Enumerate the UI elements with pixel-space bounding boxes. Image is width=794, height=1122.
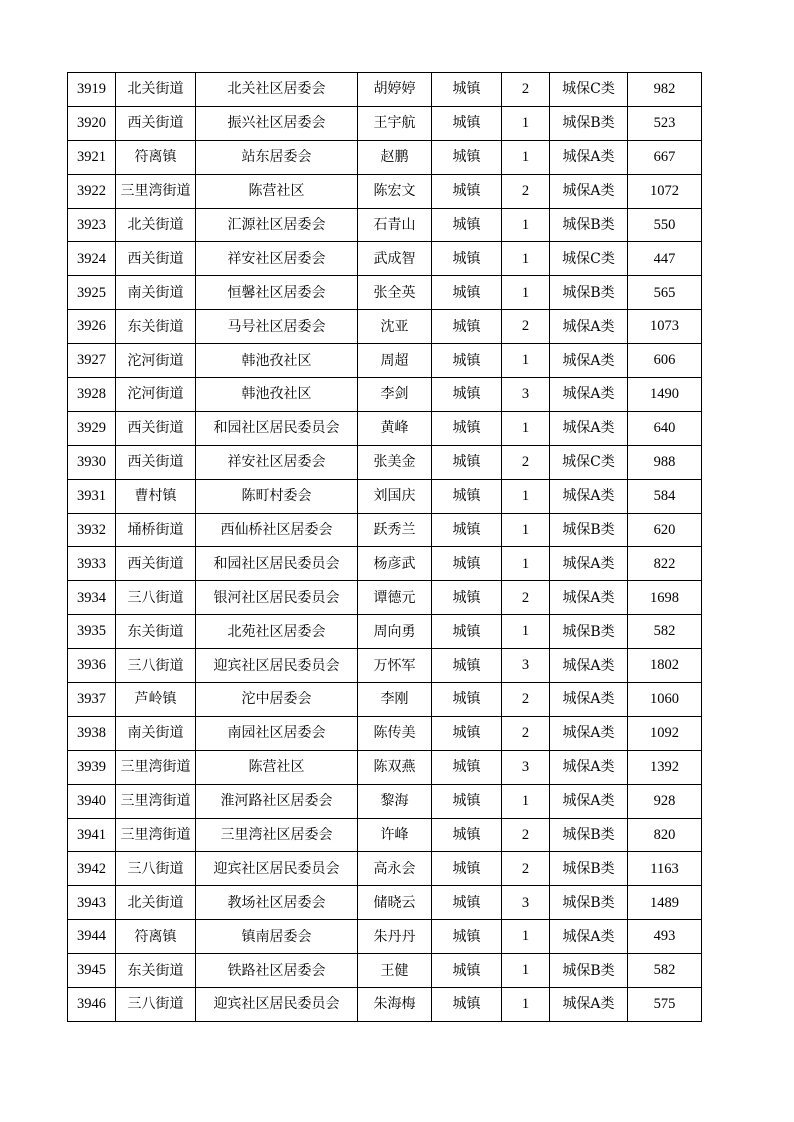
record-id-cell: 3929 [68, 411, 116, 445]
street-cell: 三八街道 [116, 852, 196, 886]
person-name-cell: 杨彦武 [358, 547, 432, 581]
table-row [68, 208, 702, 242]
record-id-cell: 3920 [68, 106, 116, 140]
member-count-cell: 2 [502, 818, 550, 852]
record-id-cell: 3941 [68, 818, 116, 852]
household-type-cell: 城镇 [432, 310, 502, 344]
household-type-cell: 城镇 [432, 716, 502, 750]
category-cell: 城保A类 [550, 784, 628, 818]
household-type-cell: 城镇 [432, 954, 502, 988]
table-row [68, 683, 702, 717]
person-name-cell: 石青山 [358, 208, 432, 242]
table-row [68, 344, 702, 378]
table-row [68, 920, 702, 954]
street-cell: 西关街道 [116, 106, 196, 140]
record-id-cell: 3937 [68, 683, 116, 717]
amount-cell: 822 [628, 547, 702, 581]
street-cell: 东关街道 [116, 954, 196, 988]
member-count-cell: 1 [502, 276, 550, 310]
table-row [68, 140, 702, 174]
household-type-cell: 城镇 [432, 649, 502, 683]
amount-cell: 620 [628, 513, 702, 547]
amount-cell: 1072 [628, 174, 702, 208]
community-cell: 铁路社区居委会 [196, 954, 358, 988]
community-cell: 教场社区居委会 [196, 886, 358, 920]
household-type-cell: 城镇 [432, 852, 502, 886]
table-row [68, 513, 702, 547]
community-cell: 恒馨社区居委会 [196, 276, 358, 310]
community-cell: 陈营社区 [196, 750, 358, 784]
record-id-cell: 3946 [68, 988, 116, 1022]
person-name-cell: 王健 [358, 954, 432, 988]
person-name-cell: 许峰 [358, 818, 432, 852]
member-count-cell: 2 [502, 310, 550, 344]
community-cell: 沱中居委会 [196, 683, 358, 717]
person-name-cell: 谭德元 [358, 581, 432, 615]
person-name-cell: 储晓云 [358, 886, 432, 920]
street-cell: 芦岭镇 [116, 683, 196, 717]
table-row [68, 73, 702, 107]
amount-cell: 640 [628, 411, 702, 445]
community-cell: 北苑社区居委会 [196, 615, 358, 649]
household-type-cell: 城镇 [432, 276, 502, 310]
record-id-cell: 3921 [68, 140, 116, 174]
record-id-cell: 3939 [68, 750, 116, 784]
street-cell: 西关街道 [116, 445, 196, 479]
table-row [68, 954, 702, 988]
amount-cell: 606 [628, 344, 702, 378]
table-row [68, 750, 702, 784]
person-name-cell: 周超 [358, 344, 432, 378]
record-id-cell: 3926 [68, 310, 116, 344]
person-name-cell: 陈双燕 [358, 750, 432, 784]
category-cell: 城保B类 [550, 954, 628, 988]
amount-cell: 575 [628, 988, 702, 1022]
street-cell: 北关街道 [116, 208, 196, 242]
household-type-cell: 城镇 [432, 513, 502, 547]
community-cell: 镇南居委会 [196, 920, 358, 954]
person-name-cell: 周向勇 [358, 615, 432, 649]
person-name-cell: 张美金 [358, 445, 432, 479]
community-cell: 西仙桥社区居委会 [196, 513, 358, 547]
street-cell: 南关街道 [116, 276, 196, 310]
person-name-cell: 高永会 [358, 852, 432, 886]
street-cell: 三八街道 [116, 581, 196, 615]
member-count-cell: 1 [502, 513, 550, 547]
amount-cell: 550 [628, 208, 702, 242]
street-cell: 三八街道 [116, 988, 196, 1022]
person-name-cell: 黄峰 [358, 411, 432, 445]
amount-cell: 667 [628, 140, 702, 174]
community-cell: 马号社区居委会 [196, 310, 358, 344]
person-name-cell: 朱丹丹 [358, 920, 432, 954]
street-cell: 三八街道 [116, 649, 196, 683]
person-name-cell: 陈宏文 [358, 174, 432, 208]
street-cell: 东关街道 [116, 615, 196, 649]
street-cell: 三里湾街道 [116, 784, 196, 818]
member-count-cell: 1 [502, 784, 550, 818]
member-count-cell: 2 [502, 73, 550, 107]
community-cell: 南园社区居委会 [196, 716, 358, 750]
household-type-cell: 城镇 [432, 818, 502, 852]
table-row [68, 276, 702, 310]
table-row [68, 852, 702, 886]
street-cell: 西关街道 [116, 411, 196, 445]
member-count-cell: 3 [502, 649, 550, 683]
category-cell: 城保A类 [550, 310, 628, 344]
street-cell: 西关街道 [116, 547, 196, 581]
table-row [68, 378, 702, 412]
amount-cell: 1490 [628, 378, 702, 412]
record-id-cell: 3923 [68, 208, 116, 242]
member-count-cell: 2 [502, 174, 550, 208]
record-id-cell: 3945 [68, 954, 116, 988]
amount-cell: 928 [628, 784, 702, 818]
record-id-cell: 3931 [68, 479, 116, 513]
member-count-cell: 1 [502, 344, 550, 378]
amount-cell: 1392 [628, 750, 702, 784]
community-cell: 和园社区居民委员会 [196, 547, 358, 581]
person-name-cell: 王宇航 [358, 106, 432, 140]
street-cell: 埇桥街道 [116, 513, 196, 547]
assistance-table [67, 72, 702, 1022]
record-id-cell: 3934 [68, 581, 116, 615]
person-name-cell: 刘国庆 [358, 479, 432, 513]
table-row [68, 310, 702, 344]
amount-cell: 1802 [628, 649, 702, 683]
person-name-cell: 沈亚 [358, 310, 432, 344]
member-count-cell: 1 [502, 106, 550, 140]
person-name-cell: 胡婷婷 [358, 73, 432, 107]
table-body [68, 73, 702, 1022]
community-cell: 祥安社区居委会 [196, 445, 358, 479]
community-cell: 汇源社区居委会 [196, 208, 358, 242]
category-cell: 城保B类 [550, 513, 628, 547]
member-count-cell: 2 [502, 716, 550, 750]
record-id-cell: 3942 [68, 852, 116, 886]
household-type-cell: 城镇 [432, 73, 502, 107]
community-cell: 韩池孜社区 [196, 344, 358, 378]
table-row [68, 242, 702, 276]
member-count-cell: 2 [502, 445, 550, 479]
community-cell: 三里湾社区居委会 [196, 818, 358, 852]
street-cell: 西关街道 [116, 242, 196, 276]
record-id-cell: 3928 [68, 378, 116, 412]
community-cell: 站东居委会 [196, 140, 358, 174]
member-count-cell: 1 [502, 988, 550, 1022]
table-row [68, 445, 702, 479]
amount-cell: 1698 [628, 581, 702, 615]
amount-cell: 988 [628, 445, 702, 479]
table-row [68, 988, 702, 1022]
record-id-cell: 3936 [68, 649, 116, 683]
street-cell: 符离镇 [116, 140, 196, 174]
street-cell: 符离镇 [116, 920, 196, 954]
amount-cell: 447 [628, 242, 702, 276]
community-cell: 陈营社区 [196, 174, 358, 208]
table-row [68, 716, 702, 750]
person-name-cell: 赵鹏 [358, 140, 432, 174]
category-cell: 城保C类 [550, 242, 628, 276]
category-cell: 城保A类 [550, 479, 628, 513]
record-id-cell: 3924 [68, 242, 116, 276]
category-cell: 城保C类 [550, 445, 628, 479]
record-id-cell: 3922 [68, 174, 116, 208]
street-cell: 三里湾街道 [116, 750, 196, 784]
member-count-cell: 1 [502, 208, 550, 242]
household-type-cell: 城镇 [432, 920, 502, 954]
table-row [68, 106, 702, 140]
record-id-cell: 3927 [68, 344, 116, 378]
category-cell: 城保A类 [550, 140, 628, 174]
household-type-cell: 城镇 [432, 106, 502, 140]
table-row [68, 818, 702, 852]
category-cell: 城保B类 [550, 886, 628, 920]
amount-cell: 820 [628, 818, 702, 852]
community-cell: 祥安社区居委会 [196, 242, 358, 276]
record-id-cell: 3938 [68, 716, 116, 750]
record-id-cell: 3943 [68, 886, 116, 920]
member-count-cell: 2 [502, 683, 550, 717]
community-cell: 和园社区居民委员会 [196, 411, 358, 445]
record-id-cell: 3940 [68, 784, 116, 818]
community-cell: 银河社区居民委员会 [196, 581, 358, 615]
amount-cell: 582 [628, 954, 702, 988]
record-id-cell: 3932 [68, 513, 116, 547]
table-row [68, 174, 702, 208]
household-type-cell: 城镇 [432, 547, 502, 581]
street-cell: 三里湾街道 [116, 174, 196, 208]
community-cell: 北关社区居委会 [196, 73, 358, 107]
member-count-cell: 1 [502, 615, 550, 649]
category-cell: 城保B类 [550, 208, 628, 242]
amount-cell: 565 [628, 276, 702, 310]
person-name-cell: 陈传美 [358, 716, 432, 750]
household-type-cell: 城镇 [432, 344, 502, 378]
category-cell: 城保B类 [550, 852, 628, 886]
community-cell: 迎宾社区居民委员会 [196, 988, 358, 1022]
household-type-cell: 城镇 [432, 411, 502, 445]
street-cell: 沱河街道 [116, 378, 196, 412]
category-cell: 城保A类 [550, 750, 628, 784]
category-cell: 城保A类 [550, 920, 628, 954]
table-row [68, 581, 702, 615]
member-count-cell: 1 [502, 242, 550, 276]
community-cell: 迎宾社区居民委员会 [196, 649, 358, 683]
person-name-cell: 张全英 [358, 276, 432, 310]
category-cell: 城保B类 [550, 106, 628, 140]
street-cell: 三里湾街道 [116, 818, 196, 852]
category-cell: 城保A类 [550, 344, 628, 378]
category-cell: 城保A类 [550, 683, 628, 717]
member-count-cell: 1 [502, 920, 550, 954]
amount-cell: 1060 [628, 683, 702, 717]
person-name-cell: 李剑 [358, 378, 432, 412]
household-type-cell: 城镇 [432, 208, 502, 242]
household-type-cell: 城镇 [432, 784, 502, 818]
table-row [68, 479, 702, 513]
street-cell: 北关街道 [116, 886, 196, 920]
amount-cell: 1073 [628, 310, 702, 344]
member-count-cell: 1 [502, 411, 550, 445]
person-name-cell: 朱海梅 [358, 988, 432, 1022]
member-count-cell: 1 [502, 140, 550, 174]
table-row [68, 411, 702, 445]
amount-cell: 982 [628, 73, 702, 107]
record-id-cell: 3930 [68, 445, 116, 479]
record-id-cell: 3944 [68, 920, 116, 954]
household-type-cell: 城镇 [432, 479, 502, 513]
record-id-cell: 3933 [68, 547, 116, 581]
member-count-cell: 1 [502, 547, 550, 581]
category-cell: 城保A类 [550, 411, 628, 445]
amount-cell: 584 [628, 479, 702, 513]
household-type-cell: 城镇 [432, 174, 502, 208]
category-cell: 城保A类 [550, 581, 628, 615]
table-row [68, 886, 702, 920]
table-row [68, 649, 702, 683]
member-count-cell: 1 [502, 479, 550, 513]
household-type-cell: 城镇 [432, 750, 502, 784]
amount-cell: 1163 [628, 852, 702, 886]
person-name-cell: 黎海 [358, 784, 432, 818]
community-cell: 振兴社区居委会 [196, 106, 358, 140]
member-count-cell: 3 [502, 886, 550, 920]
street-cell: 东关街道 [116, 310, 196, 344]
category-cell: 城保B类 [550, 615, 628, 649]
table-row [68, 784, 702, 818]
household-type-cell: 城镇 [432, 242, 502, 276]
record-id-cell: 3935 [68, 615, 116, 649]
category-cell: 城保C类 [550, 73, 628, 107]
category-cell: 城保A类 [550, 378, 628, 412]
amount-cell: 582 [628, 615, 702, 649]
amount-cell: 1092 [628, 716, 702, 750]
household-type-cell: 城镇 [432, 988, 502, 1022]
household-type-cell: 城镇 [432, 581, 502, 615]
person-name-cell: 李刚 [358, 683, 432, 717]
category-cell: 城保B类 [550, 818, 628, 852]
amount-cell: 493 [628, 920, 702, 954]
member-count-cell: 1 [502, 954, 550, 988]
category-cell: 城保B类 [550, 276, 628, 310]
member-count-cell: 2 [502, 581, 550, 615]
member-count-cell: 3 [502, 378, 550, 412]
community-cell: 淮河路社区居委会 [196, 784, 358, 818]
member-count-cell: 2 [502, 852, 550, 886]
household-type-cell: 城镇 [432, 445, 502, 479]
category-cell: 城保A类 [550, 174, 628, 208]
household-type-cell: 城镇 [432, 378, 502, 412]
community-cell: 迎宾社区居民委员会 [196, 852, 358, 886]
household-type-cell: 城镇 [432, 886, 502, 920]
category-cell: 城保A类 [550, 547, 628, 581]
street-cell: 北关街道 [116, 73, 196, 107]
amount-cell: 1489 [628, 886, 702, 920]
household-type-cell: 城镇 [432, 615, 502, 649]
street-cell: 曹村镇 [116, 479, 196, 513]
category-cell: 城保A类 [550, 988, 628, 1022]
member-count-cell: 3 [502, 750, 550, 784]
category-cell: 城保A类 [550, 649, 628, 683]
street-cell: 沱河街道 [116, 344, 196, 378]
community-cell: 陈町村委会 [196, 479, 358, 513]
amount-cell: 523 [628, 106, 702, 140]
household-type-cell: 城镇 [432, 683, 502, 717]
table-row [68, 547, 702, 581]
record-id-cell: 3925 [68, 276, 116, 310]
person-name-cell: 万怀军 [358, 649, 432, 683]
street-cell: 南关街道 [116, 716, 196, 750]
table-row [68, 615, 702, 649]
household-type-cell: 城镇 [432, 140, 502, 174]
person-name-cell: 跃秀兰 [358, 513, 432, 547]
record-id-cell: 3919 [68, 73, 116, 107]
person-name-cell: 武成智 [358, 242, 432, 276]
community-cell: 韩池孜社区 [196, 378, 358, 412]
category-cell: 城保A类 [550, 716, 628, 750]
